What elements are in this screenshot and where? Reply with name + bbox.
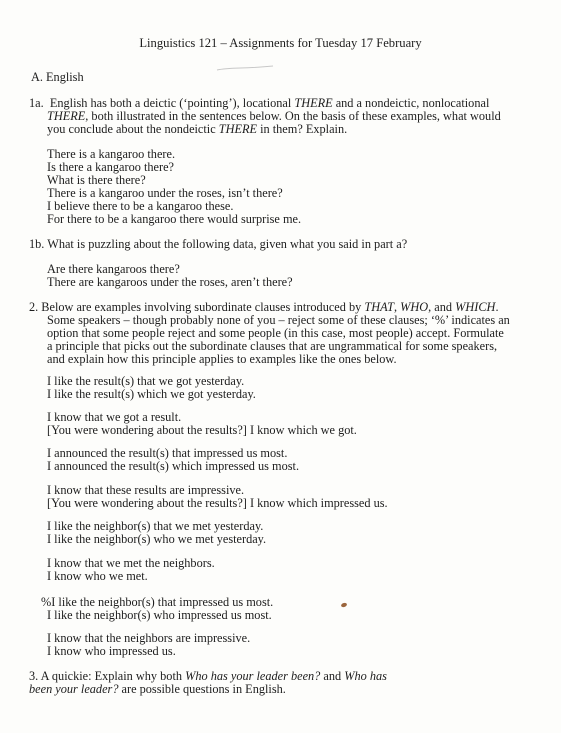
example-sentence: There is a kangaroo there. — [47, 147, 176, 161]
example-sentence: Are there kangaroos there? — [47, 262, 180, 276]
page-title: Linguistics 121 – Assignments for Tuesday 17 February — [139, 36, 422, 50]
example-sentence: There are kangaroos under the roses, aren’t there? — [47, 275, 293, 289]
question-1a-line-2: THERE, both illustrated in the sentences below. On the basis of these examples, what would — [47, 109, 501, 123]
example-sentence: For there to be a kangaroo there would surprise me. — [47, 212, 302, 226]
question-2-line-2: Some speakers – though probably none of you – reject some of these clauses; ‘%’ indicates an — [47, 313, 510, 327]
ink-smudge — [340, 602, 347, 608]
example-sentence: I know who impressed us. — [47, 644, 176, 658]
paper-mark — [215, 64, 275, 72]
question-3-line-2: been your leader? are possible questions in English. — [29, 682, 286, 696]
example-sentence: There is a kangaroo under the roses, isn’t there? — [47, 186, 283, 200]
example-sentence: I believe there to be a kangaroo these. — [47, 199, 234, 213]
question-2-line-3: option that some people reject and some people (in this case, most people) accept. Formulate — [47, 326, 504, 340]
example-sentence: I like the neighbor(s) who impressed us most. — [47, 608, 272, 622]
example-sentence: I know that the neighbors are impressive. — [47, 631, 251, 645]
example-sentence: What is there there? — [47, 173, 146, 187]
example-sentence: I announced the result(s) that impressed us most. — [47, 446, 288, 460]
question-2-line-1: 2. Below are examples involving subordinate clauses introduced by THAT, WHO, and WHICH. — [29, 300, 499, 314]
example-sentence: I announced the result(s) which impressed us most. — [47, 459, 300, 473]
example-sentence: I know that these results are impressive. — [47, 483, 245, 497]
example-sentence: Is there a kangaroo there? — [47, 160, 174, 174]
example-sentence: [You were wondering about the results?] I know which impressed us. — [47, 496, 388, 510]
question-number: 1a. — [29, 96, 44, 110]
question-1a-line-3: you conclude about the nondeictic THERE in them? Explain. — [47, 122, 348, 136]
section-heading: A. English — [31, 70, 84, 84]
example-sentence: I like the neighbor(s) that we met yesterday. — [47, 519, 264, 533]
example-sentence: %I like the neighbor(s) that impressed us most. — [41, 595, 274, 609]
question-2-line-4: a principle that picks out the subordinate clauses that are ungrammatical for some speakers, — [47, 339, 498, 353]
example-sentence: I like the result(s) that we got yesterday. — [47, 374, 245, 388]
example-sentence: [You were wondering about the results?] I know which we got. — [47, 423, 357, 437]
example-sentence: I know that we met the neighbors. — [47, 556, 215, 570]
question-3-line-1: 3. A quickie: Explain why both Who has your leader been? and Who has — [29, 669, 387, 683]
question-1b: 1b. What is puzzling about the following data, given what you said in part a? — [29, 237, 408, 251]
example-sentence: I know who we met. — [47, 569, 148, 583]
example-sentence: I know that we got a result. — [47, 410, 182, 424]
question-2-line-5: and explain how this principle applies to examples like the ones below. — [47, 352, 397, 366]
question-1a-line-1: 1a. English has both a deictic (‘pointing’), locational THERE and a nondeictic, nonlocational — [29, 96, 490, 110]
example-sentence: I like the result(s) which we got yesterday. — [47, 387, 256, 401]
example-sentence: I like the neighbor(s) who we met yesterday. — [47, 532, 267, 546]
